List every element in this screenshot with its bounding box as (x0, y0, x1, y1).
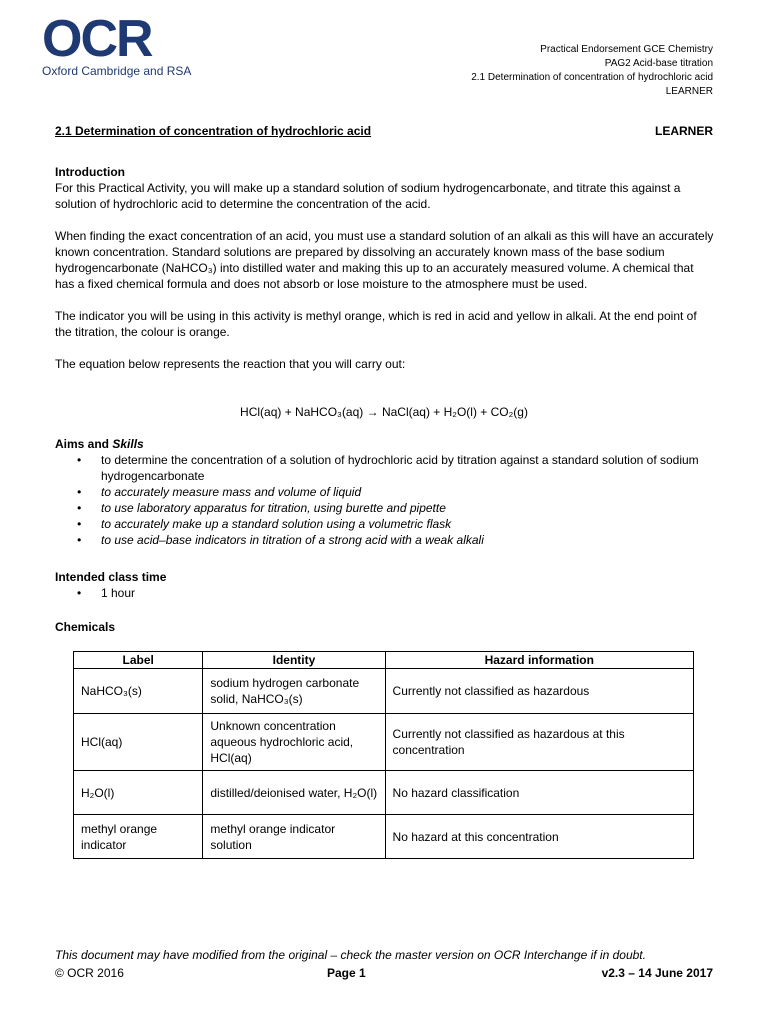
table-cell: distilled/deionised water, H₂O(l) (203, 771, 385, 815)
document-header (471, 43, 713, 99)
list-item (55, 500, 715, 516)
header-line-2: PAG2 Acid-base titration (604, 58, 713, 69)
chemicals-table (73, 651, 694, 859)
list-item (55, 585, 715, 601)
column-header-identity: Identity (203, 652, 385, 669)
reaction-equation: HCl(aq) + NaHCO₃(aq) → NaCl(aq) + H₂O(l) + CO₂(g) (240, 405, 528, 419)
class-time-heading: Intended class time (55, 570, 167, 584)
class-time-list (55, 585, 715, 601)
bullet-icon: • (77, 453, 82, 467)
introduction-heading: Introduction (55, 165, 125, 179)
list-item (55, 484, 715, 500)
skill-text: to use laboratory apparatus for titration, using burette and pipette (101, 501, 446, 515)
table-cell: sodium hydrogen carbonate solid, NaHCO₃(s) (203, 669, 385, 714)
bullet-icon: • (77, 485, 82, 499)
aims-list (55, 452, 715, 548)
table-cell: No hazard classification (385, 771, 693, 815)
page-title: 2.1 Determination of concentration of hydrochloric acid (55, 124, 372, 138)
table-cell: H₂O(l) (74, 771, 203, 815)
skill-text: to accurately make up a standard solution using a volumetric flask (101, 517, 452, 531)
chemicals-section (55, 619, 715, 635)
table-row (74, 771, 694, 815)
title-row (55, 124, 713, 138)
class-time-section (55, 569, 715, 601)
introduction-section (55, 164, 715, 372)
intro-paragraph-3: The indicator you will be using in this activity is methyl orange, which is red in acid and yellow in alkali. At the end point of the titration, the colour is orange. (55, 309, 697, 339)
bullet-icon: • (77, 586, 82, 600)
column-header-label: Label (74, 652, 203, 669)
table-row (74, 669, 694, 714)
table-cell: HCl(aq) (74, 714, 203, 771)
list-item (55, 532, 715, 548)
logo-subtitle: Oxford Cambridge and RSA (42, 64, 192, 78)
table-cell: methyl orange indicator solution (203, 815, 385, 859)
role-label: LEARNER (654, 124, 713, 138)
ocr-logo (42, 10, 202, 78)
skill-text: to accurately measure mass and volume of liquid (101, 485, 362, 499)
skills-heading-text: Skills (112, 437, 144, 451)
bullet-icon: • (77, 517, 82, 531)
footer-disclaimer: This document may have modified from the original – check the master version on OCR Interchange if in doubt. (55, 948, 646, 962)
copyright-text: © OCR 2016 (55, 966, 124, 980)
version-text: v2.3 – 14 June 2017 (601, 966, 713, 980)
header-line-4: LEARNER (665, 86, 713, 97)
table-cell: No hazard at this concentration (385, 815, 693, 859)
aims-heading (55, 436, 715, 452)
class-time-value: 1 hour (101, 586, 136, 600)
chemicals-heading: Chemicals (55, 620, 116, 634)
page-number: Page 1 (327, 966, 366, 980)
intro-paragraph-2: When finding the exact concentration of an acid, you must use a standard solution of an alkali as this will have an accurately known concentration. Standard solutions are prepared by dissolving an accurately known mass of the base sodium hydrogencarbonate (NaHCO₃) into distilled water and making this up to an accurately measured volume. A chemical that has a fixed chemical formula and does not absorb or lose moisture to the atmosphere must be used. (55, 229, 714, 291)
skill-text: to use acid–base indicators in titration of a strong acid with a weak alkali (101, 533, 484, 547)
column-header-hazard: Hazard information (385, 652, 693, 669)
bullet-icon: • (77, 533, 82, 547)
table-cell: methyl orange indicator (74, 815, 203, 859)
list-item (55, 452, 715, 484)
table-cell: Currently not classified as hazardous (385, 669, 693, 714)
intro-paragraph-4: The equation below represents the reaction that you will carry out: (55, 357, 406, 371)
table-cell: Currently not classified as hazardous at this concentration (385, 714, 693, 771)
table-cell: Unknown concentration aqueous hydrochloric acid, HCl(aq) (203, 714, 385, 771)
bullet-icon: • (77, 501, 82, 515)
table-row (74, 714, 694, 771)
aim-text: to determine the concentration of a solution of hydrochloric acid by titration against a standard solution of sodium hydrogencarbonate (101, 453, 699, 483)
table-cell: NaHCO₃(s) (74, 669, 203, 714)
intro-paragraph-1: For this Practical Activity, you will make up a standard solution of sodium hydrogencarbonate, and titrate this against a solution of hydrochloric acid to determine the concentration of the acid. (55, 181, 681, 211)
header-line-3: 2.1 Determination of concentration of hydrochloric acid (471, 72, 713, 83)
logo-mark: OCR (42, 10, 152, 68)
table-header-row (74, 652, 694, 669)
header-line-1: Practical Endorsement GCE Chemistry (540, 44, 713, 55)
aims-section (55, 436, 715, 548)
list-item (55, 516, 715, 532)
aims-heading-text: Aims and (55, 437, 113, 451)
table-row (74, 815, 694, 859)
